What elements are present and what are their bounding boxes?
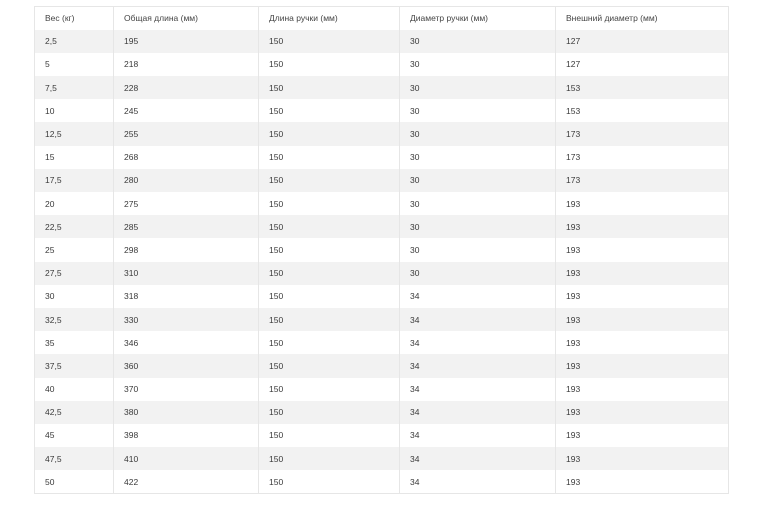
cell-handle-diameter: 34 — [400, 401, 556, 424]
cell-outer-diameter: 153 — [556, 99, 729, 122]
cell-weight: 25 — [35, 238, 114, 261]
cell-total-length: 380 — [114, 401, 259, 424]
cell-handle-diameter: 30 — [400, 30, 556, 53]
cell-total-length: 280 — [114, 169, 259, 192]
cell-outer-diameter: 193 — [556, 262, 729, 285]
cell-handle-length: 150 — [259, 192, 400, 215]
table-row — [35, 30, 729, 53]
cell-outer-diameter: 193 — [556, 238, 729, 261]
cell-handle-length: 150 — [259, 285, 400, 308]
cell-weight: 5 — [35, 53, 114, 76]
cell-outer-diameter: 193 — [556, 285, 729, 308]
cell-weight: 47,5 — [35, 447, 114, 470]
table-row — [35, 470, 729, 493]
cell-handle-length: 150 — [259, 424, 400, 447]
cell-total-length: 228 — [114, 76, 259, 99]
table-row — [35, 99, 729, 122]
cell-weight: 27,5 — [35, 262, 114, 285]
cell-total-length: 268 — [114, 146, 259, 169]
cell-outer-diameter: 127 — [556, 53, 729, 76]
cell-weight: 10 — [35, 99, 114, 122]
cell-weight: 15 — [35, 146, 114, 169]
cell-weight: 45 — [35, 424, 114, 447]
header-weight: Вес (кг) — [35, 7, 114, 30]
cell-handle-diameter: 30 — [400, 122, 556, 145]
cell-handle-length: 150 — [259, 169, 400, 192]
cell-weight: 12,5 — [35, 122, 114, 145]
cell-total-length: 346 — [114, 331, 259, 354]
header-handle-diameter: Диаметр ручки (мм) — [400, 7, 556, 30]
cell-handle-length: 150 — [259, 122, 400, 145]
cell-total-length: 298 — [114, 238, 259, 261]
cell-handle-diameter: 34 — [400, 470, 556, 493]
cell-handle-diameter: 30 — [400, 169, 556, 192]
table-row — [35, 424, 729, 447]
cell-outer-diameter: 173 — [556, 146, 729, 169]
cell-handle-length: 150 — [259, 146, 400, 169]
cell-weight: 50 — [35, 470, 114, 493]
cell-handle-diameter: 30 — [400, 215, 556, 238]
cell-outer-diameter: 173 — [556, 169, 729, 192]
cell-handle-diameter: 30 — [400, 192, 556, 215]
cell-handle-diameter: 34 — [400, 378, 556, 401]
cell-total-length: 195 — [114, 30, 259, 53]
table-row — [35, 122, 729, 145]
table-row — [35, 285, 729, 308]
table-row — [35, 215, 729, 238]
specs-table-container — [34, 6, 728, 494]
cell-outer-diameter: 193 — [556, 331, 729, 354]
table-body — [35, 30, 729, 494]
cell-outer-diameter: 127 — [556, 30, 729, 53]
cell-outer-diameter: 193 — [556, 401, 729, 424]
cell-handle-length: 150 — [259, 76, 400, 99]
table-row — [35, 76, 729, 99]
cell-handle-diameter: 34 — [400, 331, 556, 354]
cell-total-length: 255 — [114, 122, 259, 145]
table-row — [35, 354, 729, 377]
cell-handle-length: 150 — [259, 401, 400, 424]
cell-handle-length: 150 — [259, 354, 400, 377]
cell-weight: 20 — [35, 192, 114, 215]
cell-handle-diameter: 34 — [400, 447, 556, 470]
header-row — [35, 7, 729, 30]
table-row — [35, 378, 729, 401]
cell-handle-diameter: 30 — [400, 76, 556, 99]
cell-handle-length: 150 — [259, 447, 400, 470]
cell-weight: 7,5 — [35, 76, 114, 99]
cell-weight: 35 — [35, 331, 114, 354]
specs-table — [34, 6, 729, 494]
table-row — [35, 401, 729, 424]
cell-handle-length: 150 — [259, 53, 400, 76]
table-row — [35, 262, 729, 285]
cell-weight: 37,5 — [35, 354, 114, 377]
cell-handle-length: 150 — [259, 308, 400, 331]
cell-handle-length: 150 — [259, 378, 400, 401]
cell-handle-diameter: 30 — [400, 99, 556, 122]
cell-outer-diameter: 193 — [556, 308, 729, 331]
cell-weight: 32,5 — [35, 308, 114, 331]
cell-total-length: 285 — [114, 215, 259, 238]
cell-handle-length: 150 — [259, 262, 400, 285]
cell-weight: 17,5 — [35, 169, 114, 192]
table-row — [35, 447, 729, 470]
cell-handle-diameter: 34 — [400, 285, 556, 308]
cell-handle-length: 150 — [259, 30, 400, 53]
cell-handle-diameter: 30 — [400, 262, 556, 285]
table-row — [35, 53, 729, 76]
cell-outer-diameter: 193 — [556, 378, 729, 401]
table-row — [35, 308, 729, 331]
cell-handle-length: 150 — [259, 470, 400, 493]
table-row — [35, 238, 729, 261]
header-handle-length: Длина ручки (мм) — [259, 7, 400, 30]
header-total-length: Общая длина (мм) — [114, 7, 259, 30]
cell-weight: 22,5 — [35, 215, 114, 238]
cell-handle-length: 150 — [259, 215, 400, 238]
cell-weight: 30 — [35, 285, 114, 308]
cell-handle-diameter: 34 — [400, 308, 556, 331]
cell-handle-length: 150 — [259, 99, 400, 122]
table-row — [35, 331, 729, 354]
cell-handle-diameter: 30 — [400, 238, 556, 261]
cell-handle-diameter: 34 — [400, 354, 556, 377]
cell-handle-diameter: 30 — [400, 146, 556, 169]
cell-handle-diameter: 34 — [400, 424, 556, 447]
cell-total-length: 318 — [114, 285, 259, 308]
header-outer-diameter: Внешний диаметр (мм) — [556, 7, 729, 30]
cell-total-length: 330 — [114, 308, 259, 331]
table-row — [35, 169, 729, 192]
cell-total-length: 218 — [114, 53, 259, 76]
cell-weight: 2,5 — [35, 30, 114, 53]
cell-total-length: 275 — [114, 192, 259, 215]
cell-weight: 42,5 — [35, 401, 114, 424]
cell-weight: 40 — [35, 378, 114, 401]
cell-total-length: 310 — [114, 262, 259, 285]
cell-total-length: 410 — [114, 447, 259, 470]
cell-handle-diameter: 30 — [400, 53, 556, 76]
cell-outer-diameter: 153 — [556, 76, 729, 99]
cell-handle-length: 150 — [259, 238, 400, 261]
cell-total-length: 360 — [114, 354, 259, 377]
cell-outer-diameter: 193 — [556, 447, 729, 470]
cell-total-length: 245 — [114, 99, 259, 122]
cell-outer-diameter: 193 — [556, 470, 729, 493]
cell-total-length: 370 — [114, 378, 259, 401]
table-row — [35, 146, 729, 169]
table-row — [35, 192, 729, 215]
cell-outer-diameter: 193 — [556, 192, 729, 215]
table-header — [35, 7, 729, 30]
cell-outer-diameter: 173 — [556, 122, 729, 145]
cell-outer-diameter: 193 — [556, 215, 729, 238]
cell-outer-diameter: 193 — [556, 354, 729, 377]
cell-total-length: 422 — [114, 470, 259, 493]
cell-handle-length: 150 — [259, 331, 400, 354]
cell-outer-diameter: 193 — [556, 424, 729, 447]
cell-total-length: 398 — [114, 424, 259, 447]
